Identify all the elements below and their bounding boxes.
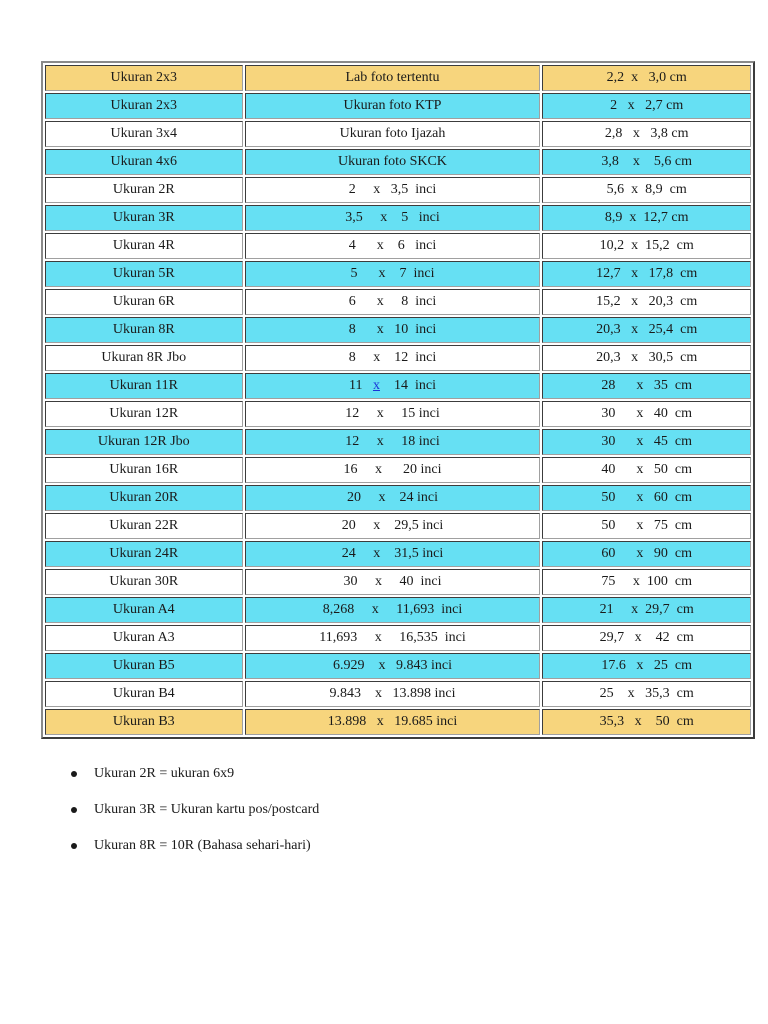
description-cell: Lab foto tertentu — [245, 65, 541, 91]
description-cell: 11,693 x 16,535 inci — [245, 625, 541, 651]
description-cell: Ukuran foto Ijazah — [245, 121, 541, 147]
table-row — [45, 485, 751, 511]
table-row — [45, 345, 751, 371]
centimeter-cell: 20,3 x 25,4 cm — [542, 317, 751, 343]
table-row — [45, 625, 751, 651]
centimeter-cell: 15,2 x 20,3 cm — [542, 289, 751, 315]
note-item — [70, 836, 319, 856]
description-cell: Ukuran foto SKCK — [245, 149, 541, 175]
description-cell: 16 x 20 inci — [245, 457, 541, 483]
size-name-cell: Ukuran 8R — [45, 317, 243, 343]
centimeter-cell: 35,3 x 50 cm — [542, 709, 751, 735]
description-cell: 3,5 x 5 inci — [245, 205, 541, 231]
size-name-cell: Ukuran 2R — [45, 177, 243, 203]
size-name-cell: Ukuran 11R — [45, 373, 243, 399]
size-name-cell: Ukuran 2x3 — [45, 93, 243, 119]
size-name-cell: Ukuran 30R — [45, 569, 243, 595]
size-name-cell: Ukuran 20R — [45, 485, 243, 511]
description-cell: 30 x 40 inci — [245, 569, 541, 595]
description-cell: 12 x 15 inci — [245, 401, 541, 427]
centimeter-cell: 29,7 x 42 cm — [542, 625, 751, 651]
table-row — [45, 709, 751, 735]
description-cell: 6.929 x 9.843 inci — [245, 653, 541, 679]
table-row — [45, 261, 751, 287]
description-cell: 8,268 x 11,693 inci — [245, 597, 541, 623]
size-name-cell: Ukuran 5R — [45, 261, 243, 287]
size-name-cell: Ukuran 3x4 — [45, 121, 243, 147]
table-row — [45, 205, 751, 231]
description-cell: 6 x 8 inci — [245, 289, 541, 315]
description-cell: 9.843 x 13.898 inci — [245, 681, 541, 707]
size-name-cell: Ukuran 8R Jbo — [45, 345, 243, 371]
description-cell: 4 x 6 inci — [245, 233, 541, 259]
centimeter-cell: 21 x 29,7 cm — [542, 597, 751, 623]
note-text: Ukuran 2R = ukuran 6x9 — [94, 766, 235, 781]
description-cell: 24 x 31,5 inci — [245, 541, 541, 567]
table-row — [45, 233, 751, 259]
size-name-cell: Ukuran B4 — [45, 681, 243, 707]
bullet-icon — [71, 807, 77, 813]
centimeter-cell: 50 x 75 cm — [542, 513, 751, 539]
bullet-icon — [71, 771, 77, 777]
table-row — [45, 513, 751, 539]
centimeter-cell: 20,3 x 30,5 cm — [542, 345, 751, 371]
table-row — [45, 317, 751, 343]
note-text: Ukuran 8R = 10R (Bahasa sehari-hari) — [94, 838, 311, 853]
table-row — [45, 429, 751, 455]
table-row — [45, 289, 751, 315]
table-row — [45, 149, 751, 175]
description-cell: 20 x 29,5 inci — [245, 513, 541, 539]
description-cell: 8 x 10 inci — [245, 317, 541, 343]
table-row — [45, 653, 751, 679]
centimeter-cell: 3,8 x 5,6 cm — [542, 149, 751, 175]
description-text: 14 inci — [379, 378, 436, 393]
size-name-cell: Ukuran A4 — [45, 597, 243, 623]
x-link[interactable]: x — [372, 378, 380, 393]
description-cell: 20 x 24 inci — [245, 485, 541, 511]
centimeter-cell: 30 x 40 cm — [542, 401, 751, 427]
size-name-cell: Ukuran 3R — [45, 205, 243, 231]
table-row — [45, 457, 751, 483]
centimeter-cell: 40 x 50 cm — [542, 457, 751, 483]
note-item — [70, 764, 319, 784]
size-name-cell: Ukuran 6R — [45, 289, 243, 315]
size-name-cell: Ukuran 12R Jbo — [45, 429, 243, 455]
size-name-cell: Ukuran B3 — [45, 709, 243, 735]
table-row — [45, 373, 751, 399]
size-name-cell: Ukuran 16R — [45, 457, 243, 483]
bullet-icon — [71, 843, 77, 849]
centimeter-cell: 75 x 100 cm — [542, 569, 751, 595]
description-cell: Ukuran foto KTP — [245, 93, 541, 119]
description-cell: 8 x 12 inci — [245, 345, 541, 371]
centimeter-cell: 12,7 x 17,8 cm — [542, 261, 751, 287]
table-row — [45, 401, 751, 427]
centimeter-cell: 2,2 x 3,0 cm — [542, 65, 751, 91]
description-cell: 12 x 18 inci — [245, 429, 541, 455]
notes-list — [70, 764, 319, 872]
note-text: Ukuran 3R = Ukuran kartu pos/postcard — [94, 802, 320, 817]
centimeter-cell: 8,9 x 12,7 cm — [542, 205, 751, 231]
size-name-cell: Ukuran 22R — [45, 513, 243, 539]
table-row — [45, 597, 751, 623]
centimeter-cell: 50 x 60 cm — [542, 485, 751, 511]
table-row — [45, 65, 751, 91]
photo-size-table — [41, 61, 755, 739]
centimeter-cell: 10,2 x 15,2 cm — [542, 233, 751, 259]
table-row — [45, 93, 751, 119]
description-cell: 5 x 7 inci — [245, 261, 541, 287]
size-name-cell: Ukuran B5 — [45, 653, 243, 679]
size-name-cell: Ukuran 12R — [45, 401, 243, 427]
centimeter-cell: 60 x 90 cm — [542, 541, 751, 567]
size-name-cell: Ukuran A3 — [45, 625, 243, 651]
centimeter-cell: 2 x 2,7 cm — [542, 93, 751, 119]
centimeter-cell: 17.6 x 25 cm — [542, 653, 751, 679]
size-name-cell: Ukuran 24R — [45, 541, 243, 567]
note-item — [70, 800, 319, 820]
description-cell — [245, 373, 541, 399]
size-name-cell: Ukuran 4x6 — [45, 149, 243, 175]
centimeter-cell: 28 x 35 cm — [542, 373, 751, 399]
table-row — [45, 121, 751, 147]
table-row — [45, 681, 751, 707]
description-cell: 13.898 x 19.685 inci — [245, 709, 541, 735]
centimeter-cell: 5,6 x 8,9 cm — [542, 177, 751, 203]
photo-size-table-body — [45, 65, 751, 735]
description-text: 11 — [348, 378, 373, 393]
centimeter-cell: 2,8 x 3,8 cm — [542, 121, 751, 147]
size-name-cell: Ukuran 4R — [45, 233, 243, 259]
centimeter-cell: 25 x 35,3 cm — [542, 681, 751, 707]
table-row — [45, 541, 751, 567]
table-row — [45, 177, 751, 203]
size-name-cell: Ukuran 2x3 — [45, 65, 243, 91]
centimeter-cell: 30 x 45 cm — [542, 429, 751, 455]
table-row — [45, 569, 751, 595]
description-cell: 2 x 3,5 inci — [245, 177, 541, 203]
